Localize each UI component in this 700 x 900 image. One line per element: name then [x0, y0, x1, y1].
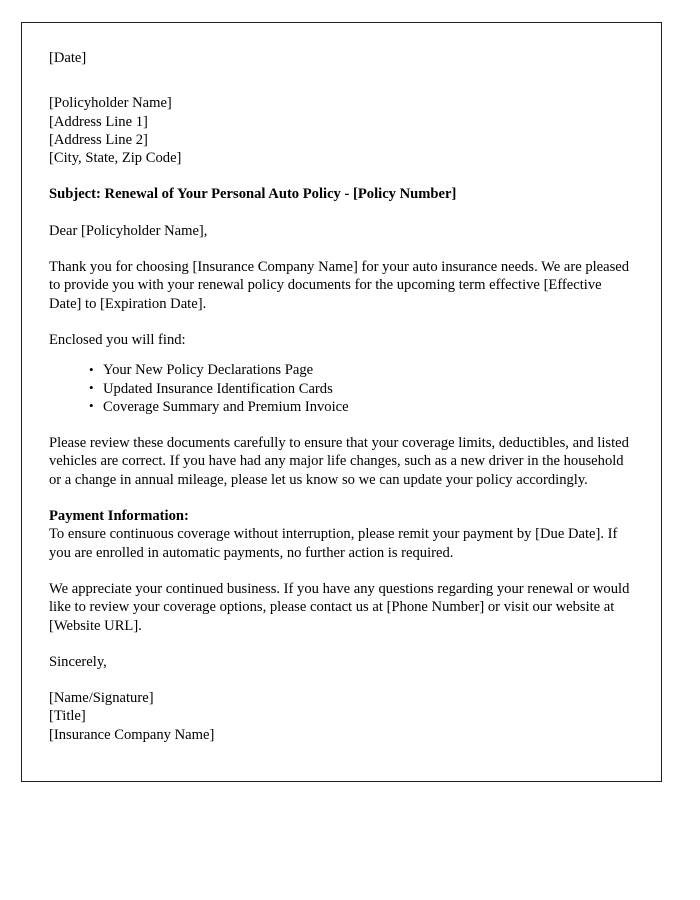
signature-block: [49, 689, 635, 744]
spacer: [49, 349, 635, 361]
list-item: • Your New Policy Declarations Page: [89, 361, 635, 379]
spacer: [49, 562, 635, 580]
spacer: [49, 240, 635, 258]
closing-paragraph: We appreciate your continued business. If you have any questions regarding your renewal or would like to review your coverage options, please contact us at [Phone Number] or visit our website at [Website URL].: [49, 580, 630, 634]
spacer: [49, 167, 635, 185]
signature-name: [Name/Signature]: [49, 690, 154, 707]
subject-line: Subject: Renewal of Your Personal Auto Policy - [Policy Number]: [49, 186, 457, 203]
recipient-city-state-zip: [City, State, Zip Code]: [49, 150, 182, 167]
date-line: [Date]: [49, 50, 87, 66]
spacer: [49, 67, 635, 94]
intro-paragraph: Thank you for choosing [Insurance Company Name] for your auto insurance needs. We are pleased to provide you with your renewal policy documents for the upcoming term effective [Effective Date] to [Expiration Date].: [49, 259, 630, 312]
salutation: Dear [Policyholder Name],: [49, 222, 208, 239]
recipient-address-line-1: [Address Line 1]: [49, 113, 148, 130]
list-item: • Coverage Summary and Premium Invoice: [89, 398, 635, 416]
spacer: [49, 635, 635, 653]
signature-company: [Insurance Company Name]: [49, 726, 215, 743]
spacer: [49, 416, 635, 434]
letter-body: [22, 23, 661, 744]
spacer: [49, 313, 635, 331]
payment-information-heading: Payment Information:: [49, 508, 189, 525]
enclosures-intro: Enclosed you will find:: [49, 331, 186, 348]
spacer: [49, 204, 635, 222]
spacer: [49, 489, 635, 507]
list-item: • Updated Insurance Identification Cards: [89, 380, 635, 398]
payment-paragraph: To ensure continuous coverage without interruption, please remit your payment by [Due Date]. If you are enrolled in automatic payments, no further action is required.: [49, 526, 618, 561]
signature-title: [Title]: [49, 708, 86, 725]
recipient-name: [Policyholder Name]: [49, 95, 172, 112]
review-paragraph: Please review these documents carefully to ensure that your coverage limits, deductibles, and listed vehicles are correct. If you have had any major life changes, such as a new driver in the household or a change in annual mileage, please let us know so we can update your policy accordingly.: [49, 435, 629, 488]
letter-page-border: [21, 22, 662, 782]
spacer: [49, 671, 635, 689]
recipient-address-line-2: [Address Line 2]: [49, 131, 148, 148]
recipient-address: [49, 94, 635, 167]
valediction: Sincerely,: [49, 653, 107, 670]
enclosures-list: [49, 361, 635, 416]
